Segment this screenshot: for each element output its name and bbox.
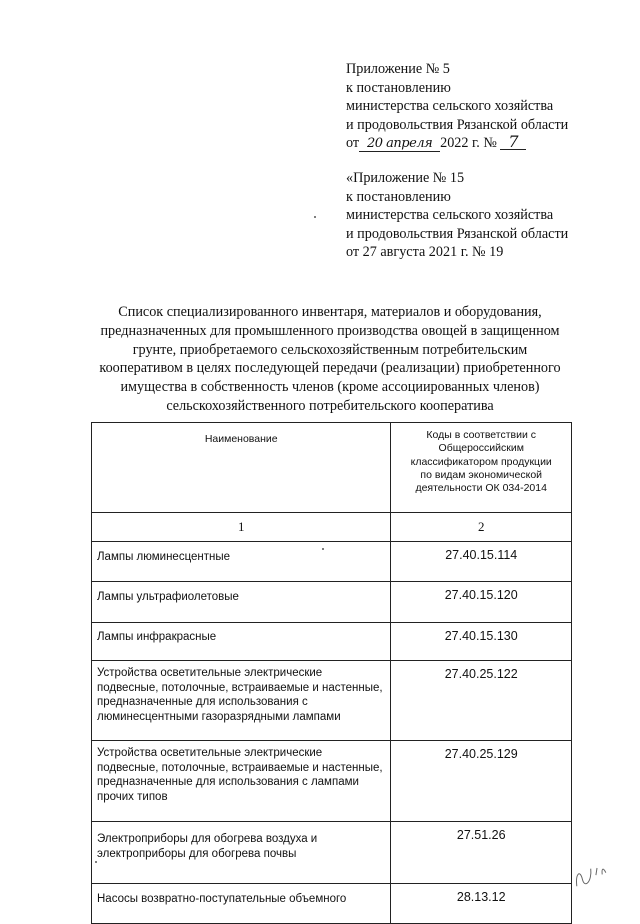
column-number: 2	[391, 513, 572, 542]
table-row	[92, 822, 572, 884]
item-name-line: люминесцентными газоразрядными лампами	[97, 710, 341, 723]
year-text: 2022 г. №	[440, 135, 497, 152]
appendix-current-header	[346, 60, 568, 153]
appendix-title: Приложение № 5	[346, 61, 450, 77]
column-number: 1	[92, 513, 391, 542]
header-code	[391, 423, 572, 513]
item-code: 27.40.15.114	[391, 542, 572, 582]
date-prefix: от	[346, 135, 360, 152]
handwritten-number: 7	[500, 135, 526, 150]
item-name-line: Электроприборы для обогрева воздуха и	[97, 833, 318, 845]
header-code-line: Общероссийским	[438, 442, 524, 455]
item-name	[92, 542, 391, 582]
appendix-line: министерства сельского хозяйства	[346, 98, 554, 115]
table-row	[92, 542, 572, 582]
column-number-row	[92, 513, 572, 542]
item-name-line: Насосы возвратно-поступательные объемного	[97, 893, 347, 905]
header-code-line: по видам экономической	[420, 468, 543, 481]
document-title	[80, 303, 580, 416]
item-name-line: подвесные, потолочные, встраиваемые и настенные,	[97, 681, 383, 694]
item-code: 27.40.25.122	[391, 661, 572, 741]
item-name-line: Устройства осветительные электрические	[97, 747, 323, 759]
item-code: 28.13.12	[391, 884, 572, 924]
table-row	[92, 623, 572, 661]
title-line: предназначенных для промышленного производства овощей в защищенном	[100, 322, 560, 339]
item-name-line: предназначенные для использования с	[97, 696, 308, 709]
title-line: кооперативом в целях последующей передачи (реализации) приобретенного	[99, 360, 561, 377]
appendix-original-header	[346, 169, 568, 262]
item-name-line: Лампы ультрафиолетовые	[97, 591, 239, 603]
item-name-line: Лампы инфракрасные	[97, 631, 217, 643]
header-name: Наименование	[92, 423, 391, 513]
item-name-line: прочих типов	[97, 790, 168, 803]
appendix-line: и продовольствия Рязанской области	[346, 116, 569, 133]
item-name	[92, 661, 391, 741]
item-name-line: подвесные, потолочные, встраиваемые и настенные,	[97, 761, 383, 774]
table-row	[92, 582, 572, 623]
item-code: 27.40.15.120	[391, 582, 572, 623]
item-code: 27.40.25.129	[391, 741, 572, 822]
appendix-date-line: от 27 августа 2021 г. № 19	[346, 244, 504, 261]
table-row	[92, 741, 572, 822]
table-row	[92, 661, 572, 741]
header-code-line: классификатором продукции	[410, 455, 552, 468]
table-header-row	[92, 423, 572, 513]
item-name	[92, 741, 391, 822]
item-code: 27.40.15.130	[391, 623, 572, 661]
scan-speck	[95, 861, 97, 863]
item-name-line: предназначенные для использования с лампами	[97, 776, 359, 789]
appendix-date-line	[346, 134, 568, 153]
appendix-line: министерства сельского хозяйства	[346, 207, 554, 224]
appendix-line: к постановлению	[346, 188, 451, 205]
item-name	[92, 582, 391, 623]
equipment-table	[91, 422, 572, 924]
table-row	[92, 884, 572, 924]
scan-speck	[314, 216, 316, 218]
title-line: грунте, приобретаемого сельскохозяйственным потребительским	[132, 341, 528, 358]
appendix-line: к постановлению	[346, 79, 451, 96]
handwritten-date: 20 апреля	[359, 137, 440, 152]
title-line: имущества в собственность членов (кроме ассоциированных членов)	[120, 379, 540, 396]
appendix-line: и продовольствия Рязанской области	[346, 225, 569, 242]
header-code-line: деятельности ОК 034-2014	[415, 482, 547, 495]
header-code-line: Коды в соответствии с	[426, 429, 537, 441]
title-line: сельскохозяйственного потребительского кооператива	[166, 397, 494, 414]
item-name-line: Лампы люминесцентные	[97, 551, 231, 563]
item-name	[92, 822, 391, 884]
appendix-title: «Приложение № 15	[346, 170, 465, 186]
item-name	[92, 623, 391, 661]
item-code: 27.51.26	[391, 822, 572, 884]
title-line: Список специализированного инвентаря, материалов и оборудования,	[118, 304, 542, 320]
scan-speck	[322, 548, 324, 550]
item-name	[92, 884, 391, 924]
item-name-line: Устройства осветительные электрические	[97, 667, 323, 679]
item-name-line: электроприборы для обогрева почвы	[97, 847, 297, 860]
